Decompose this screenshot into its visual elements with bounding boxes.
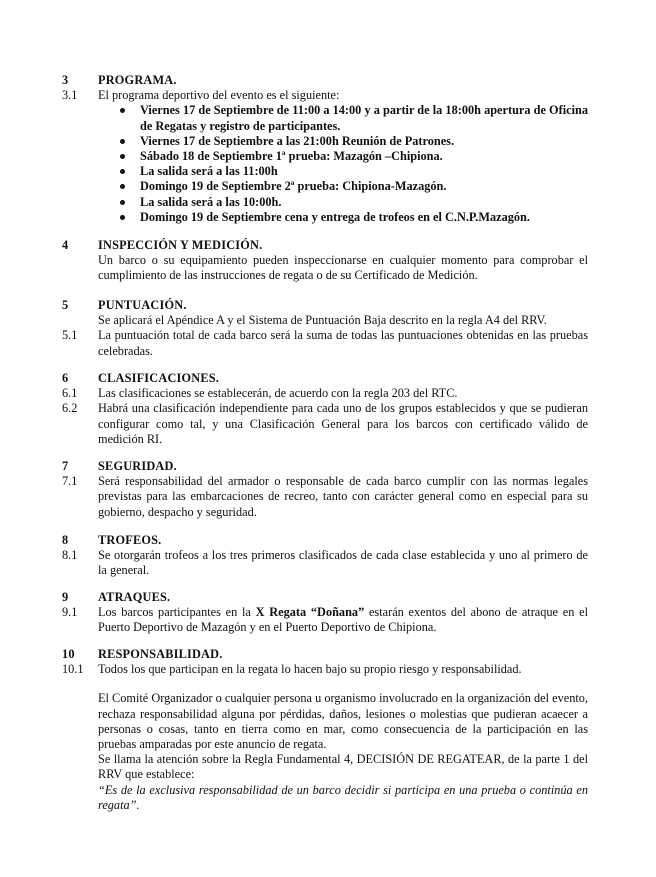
clause-text: Los barcos participantes en la X Regata “Doñana” estarán exentos del abono de atraque en el Puerto Deportivo de Mazagón y en el Puerto Deportivo de Chipiona. (98, 605, 588, 635)
section-number: 6 (62, 371, 69, 385)
regatta-name: X Regata “Doñana” (255, 605, 365, 620)
section-puntuacion (62, 298, 588, 359)
body-text: Un barco o su equipamiento pueden inspeccionarse en cualquier momento para comprobar el cumplimiento de las instrucciones de regata o de su Certificado de Medición. (98, 253, 588, 283)
section-number: 8 (62, 533, 69, 547)
section-heading (62, 73, 588, 88)
bullet-icon (120, 139, 125, 144)
section-title: CLASIFICACIONES. (98, 371, 220, 385)
list-item: Domingo 19 de Septiembre cena y entrega de trofeos en el C.N.P.Mazagón. (98, 210, 588, 225)
section-title: TROFEOS. (98, 533, 162, 547)
list-item: Viernes 17 de Septiembre a las 21:00h Reunión de Patrones. (98, 134, 588, 149)
section-title: ATRAQUES. (98, 590, 171, 604)
section-heading (62, 371, 588, 386)
clause-text: Habrá una clasificación independiente para cada uno de los grupos establecidos y que se pudieran configurar como tal, y una Clasificación General para los barcos con certificado válido de medición RI. (98, 401, 588, 446)
clause (62, 548, 588, 578)
section-number: 10 (62, 647, 75, 661)
clause-text: Será responsabilidad del armador o responsable de cada barco cumplir con las normas legales previstas para las embarcaciones de recreo, tanto con carácter general como en especial para su gobierno, despacho y seguridad. (98, 474, 588, 519)
clause-number: 8.1 (62, 548, 78, 563)
section-body (62, 313, 588, 328)
bullet-icon (120, 154, 125, 159)
bullet-icon (120, 215, 125, 220)
section-title: PUNTUACIÓN. (98, 298, 187, 312)
section-heading (62, 647, 588, 662)
section-heading (62, 459, 588, 474)
section-heading (62, 298, 588, 313)
section-title: SEGURIDAD. (98, 459, 177, 473)
clause (62, 328, 588, 358)
section-atraques (62, 590, 588, 636)
bullet-icon (120, 108, 125, 113)
section-seguridad (62, 459, 588, 520)
clause-text: Se otorgarán trofeos a los tres primeros clasificados de cada clase establecida y uno al primero de la general. (98, 548, 588, 578)
program-list (98, 103, 588, 225)
section-programa (62, 73, 588, 225)
list-item: Sábado 18 de Septiembre 1ª prueba: Mazagón –Chipiona. (98, 149, 588, 164)
clause (62, 401, 588, 447)
section-number: 5 (62, 298, 69, 312)
clause-text: La puntuación total de cada barco será la suma de todas las puntuaciones obtenidas en las pruebas celebradas. (98, 328, 588, 358)
body-text: Se aplicará el Apéndice A y el Sistema de Puntuación Baja descrito en la regla A4 del RRV. (98, 313, 547, 328)
bullet-icon (120, 200, 125, 205)
section-number: 3 (62, 73, 69, 87)
clause-number: 3.1 (62, 88, 78, 103)
clause (62, 386, 588, 401)
section-number: 9 (62, 590, 69, 604)
list-item: Domingo 19 de Septiembre 2ª prueba: Chipiona-Mazagón. (98, 179, 588, 194)
section-responsabilidad (62, 647, 588, 813)
clause (62, 474, 588, 520)
section-heading (62, 238, 588, 253)
section-number: 4 (62, 238, 69, 252)
clause-text: El programa deportivo del evento es el siguiente: (98, 88, 340, 103)
clause-number: 6.1 (62, 386, 78, 401)
clause (62, 662, 588, 677)
list-item: La salida será a las 10:00h. (98, 195, 588, 210)
section-title: RESPONSABILIDAD. (98, 647, 223, 661)
clause (62, 605, 588, 635)
section-body (62, 691, 588, 752)
bullet-icon (120, 184, 125, 189)
section-title: INSPECCIÓN Y MEDICIÓN. (98, 238, 263, 252)
section-clasificaciones (62, 371, 588, 447)
clause-number: 5.1 (62, 328, 78, 343)
section-heading (62, 533, 588, 548)
list-item: Viernes 17 de Septiembre de 11:00 a 14:00 y a partir de la 18:00h apertura de Oficina de Regatas y registro de participantes. (98, 103, 588, 133)
section-number: 7 (62, 459, 69, 473)
clause-number: 9.1 (62, 605, 78, 620)
clause-number: 10.1 (62, 662, 84, 677)
list-item: La salida será a las 11:00h (98, 164, 588, 179)
clause (62, 88, 588, 103)
section-trofeos (62, 533, 588, 579)
clause-text: Todos los que participan en la regata lo hacen bajo su propio riesgo y responsabilidad. (98, 662, 522, 677)
attention-paragraph: Se llama la atención sobre la Regla Fundamental 4, DECISIÓN DE REGATEAR, de la parte 1 del RRV que establece: (98, 752, 588, 782)
section-title: PROGRAMA. (98, 73, 177, 87)
bullet-icon (120, 169, 125, 174)
section-body (62, 783, 588, 813)
disclaimer-paragraph: El Comité Organizador o cualquier persona u organismo involucrado en la organización del evento, rechaza responsabilidad alguna por pérdidas, daños, lesiones o molestias que pudieran acaecer a personas o cosas, tanto en tierra como en mar, como consecuencia de la participación en las pruebas amparadas por este anuncio de regata. (98, 691, 588, 752)
section-body (62, 253, 588, 283)
rule-quote: “Es de la exclusiva responsabilidad de un barco decidir si participa en una prueba o continúa en regata”. (98, 782, 588, 812)
section-heading (62, 590, 588, 605)
section-body (62, 752, 588, 782)
clause-number: 6.2 (62, 401, 78, 416)
clause-text: Las clasificaciones se establecerán, de acuerdo con la regla 203 del RTC. (98, 386, 458, 401)
clause-number: 7.1 (62, 474, 78, 489)
section-inspeccion (62, 238, 588, 284)
